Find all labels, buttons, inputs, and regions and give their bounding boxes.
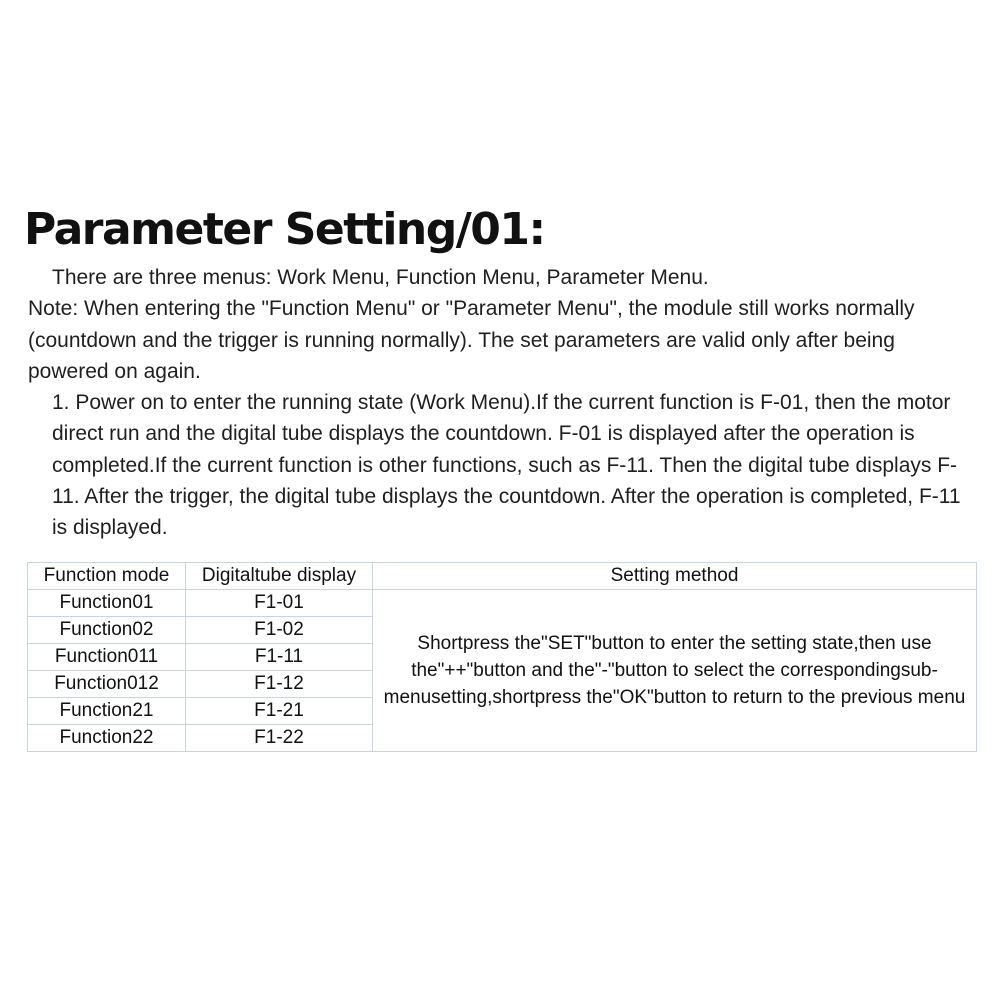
display-cell: F1-21 (186, 698, 373, 725)
function-mode-cell: Function012 (28, 671, 186, 698)
header-digitaltube-display: Digitaltube display (186, 563, 373, 590)
display-cell: F1-02 (186, 617, 373, 644)
function-mode-cell: Function22 (28, 725, 186, 752)
note-paragraph: Note: When entering the "Function Menu" or "Parameter Menu", the module still works normally (countdown and the trigger is running normally). The set parameters are valid only after being powered on again. (28, 297, 915, 383)
display-cell: F1-01 (186, 590, 373, 617)
description (28, 262, 968, 544)
function-settings-table (27, 562, 977, 752)
function-mode-cell: Function011 (28, 644, 186, 671)
function-mode-cell: Function01 (28, 590, 186, 617)
page-title: Parameter Setting/01: (24, 204, 545, 255)
display-cell: F1-22 (186, 725, 373, 752)
function-mode-cell: Function21 (28, 698, 186, 725)
header-setting-method: Setting method (373, 563, 977, 590)
menus-intro-paragraph: There are three menus: Work Menu, Function Menu, Parameter Menu. (52, 266, 709, 289)
setting-method-cell: Shortpress the"SET"button to enter the setting state,then use the"++"button and the"-"button to select the correspondingsub-menusetting,shortpress the"OK"button to return to the previous menu (373, 590, 977, 752)
display-cell: F1-12 (186, 671, 373, 698)
table-row (28, 590, 977, 617)
function-mode-cell: Function02 (28, 617, 186, 644)
table-header-row (28, 563, 977, 590)
display-cell: F1-11 (186, 644, 373, 671)
work-menu-paragraph: 1. Power on to enter the running state (Work Menu).If the current function is F-01, then the motor direct run and the digital tube displays the countdown. F-01 is displayed after the operation is completed.If the current function is other functions, such as F-11. Then the digital tube displays F-11. After the trigger, the digital tube displays the countdown. After the operation is completed, F-11 is displayed. (52, 391, 961, 540)
header-function-mode: Function mode (28, 563, 186, 590)
